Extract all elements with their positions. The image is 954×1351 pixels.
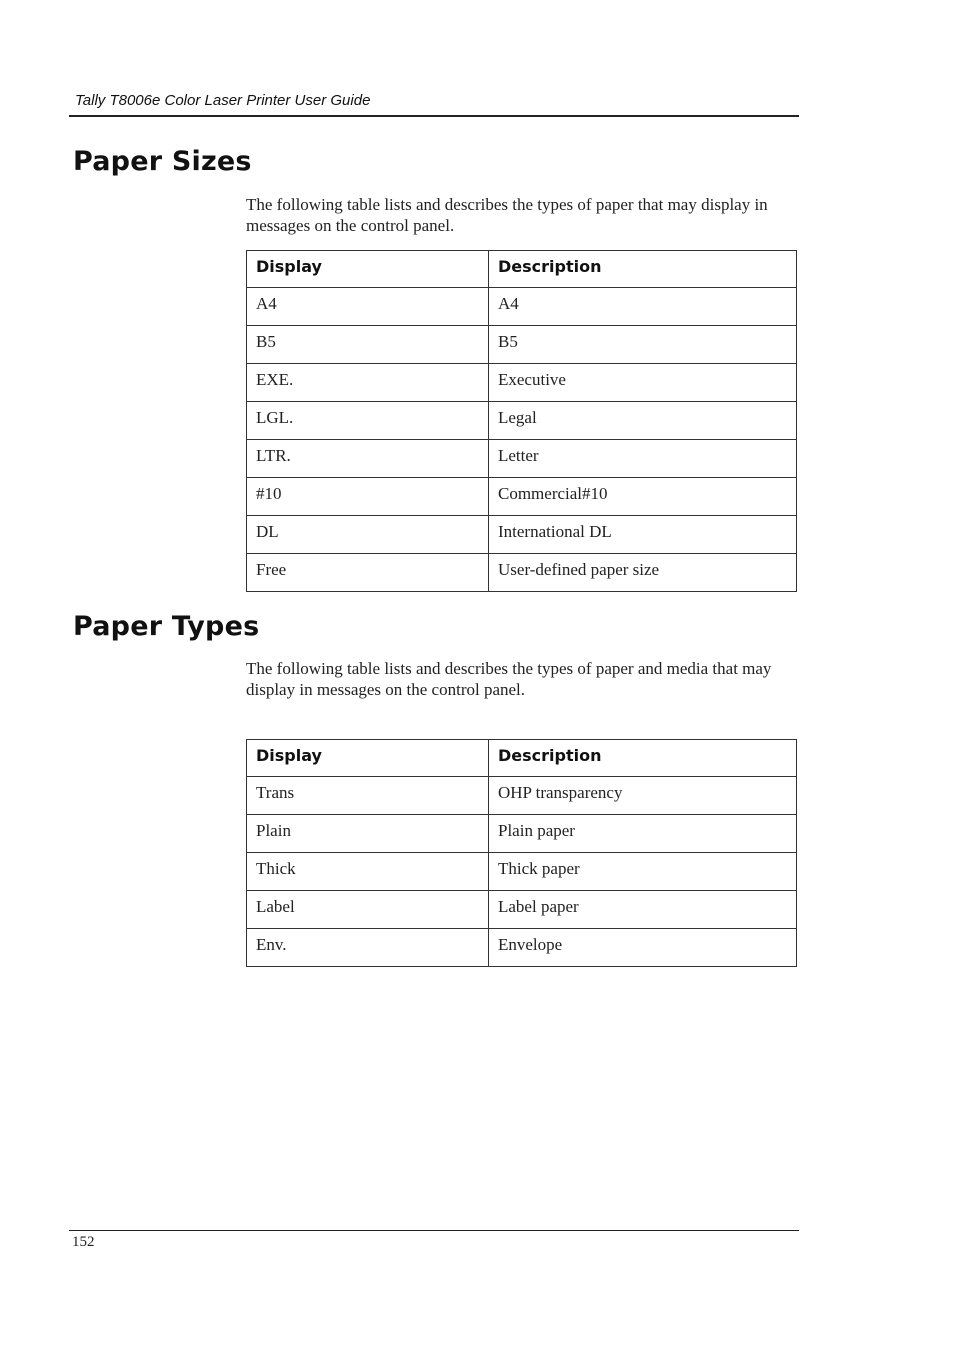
description-cell: OHP transparency bbox=[489, 777, 797, 815]
display-cell: Plain bbox=[247, 815, 489, 853]
description-cell: Plain paper bbox=[489, 815, 797, 853]
table-row bbox=[247, 288, 797, 326]
column-header-description: Description bbox=[489, 251, 797, 288]
table-row bbox=[247, 478, 797, 516]
table-row bbox=[247, 891, 797, 929]
paper-types-table bbox=[246, 739, 797, 967]
description-cell: Legal bbox=[489, 402, 797, 440]
table-header-row bbox=[247, 251, 797, 288]
section-title-paper-sizes: Paper Sizes bbox=[73, 146, 252, 177]
display-cell: Trans bbox=[247, 777, 489, 815]
display-cell: B5 bbox=[247, 326, 489, 364]
table-row bbox=[247, 554, 797, 592]
table-row bbox=[247, 929, 797, 967]
display-cell: Free bbox=[247, 554, 489, 592]
table-row bbox=[247, 326, 797, 364]
paper-sizes-table bbox=[246, 250, 797, 592]
description-cell: Letter bbox=[489, 440, 797, 478]
display-cell: LGL. bbox=[247, 402, 489, 440]
description-cell: Commercial#10 bbox=[489, 478, 797, 516]
intro-paper-sizes: The following table lists and describes the types of paper that may display in messages on the control panel. bbox=[246, 195, 768, 235]
table-row bbox=[247, 853, 797, 891]
display-cell: LTR. bbox=[247, 440, 489, 478]
display-cell: Thick bbox=[247, 853, 489, 891]
description-cell: Thick paper bbox=[489, 853, 797, 891]
display-cell: Env. bbox=[247, 929, 489, 967]
display-cell: A4 bbox=[247, 288, 489, 326]
display-cell: Label bbox=[247, 891, 489, 929]
description-cell: Envelope bbox=[489, 929, 797, 967]
intro-paper-types: The following table lists and describes the types of paper and media that may display in messages on the control panel. bbox=[246, 659, 772, 699]
table-row bbox=[247, 364, 797, 402]
column-header-description: Description bbox=[489, 740, 797, 777]
footer-rule bbox=[69, 1230, 799, 1231]
table-row bbox=[247, 777, 797, 815]
running-header: Tally T8006e Color Laser Printer User Guide bbox=[75, 92, 371, 109]
description-cell: A4 bbox=[489, 288, 797, 326]
table-row bbox=[247, 815, 797, 853]
description-cell: Executive bbox=[489, 364, 797, 402]
table-row bbox=[247, 516, 797, 554]
display-cell: DL bbox=[247, 516, 489, 554]
display-cell: EXE. bbox=[247, 364, 489, 402]
column-header-display: Display bbox=[247, 251, 489, 288]
table-header-row bbox=[247, 740, 797, 777]
page-number: 152 bbox=[72, 1234, 95, 1250]
section-title-paper-types: Paper Types bbox=[73, 611, 260, 642]
table-row bbox=[247, 440, 797, 478]
table-row bbox=[247, 402, 797, 440]
description-cell: B5 bbox=[489, 326, 797, 364]
header-rule bbox=[69, 115, 799, 117]
description-cell: International DL bbox=[489, 516, 797, 554]
display-cell: #10 bbox=[247, 478, 489, 516]
column-header-display: Display bbox=[247, 740, 489, 777]
description-cell: User-defined paper size bbox=[489, 554, 797, 592]
description-cell: Label paper bbox=[489, 891, 797, 929]
